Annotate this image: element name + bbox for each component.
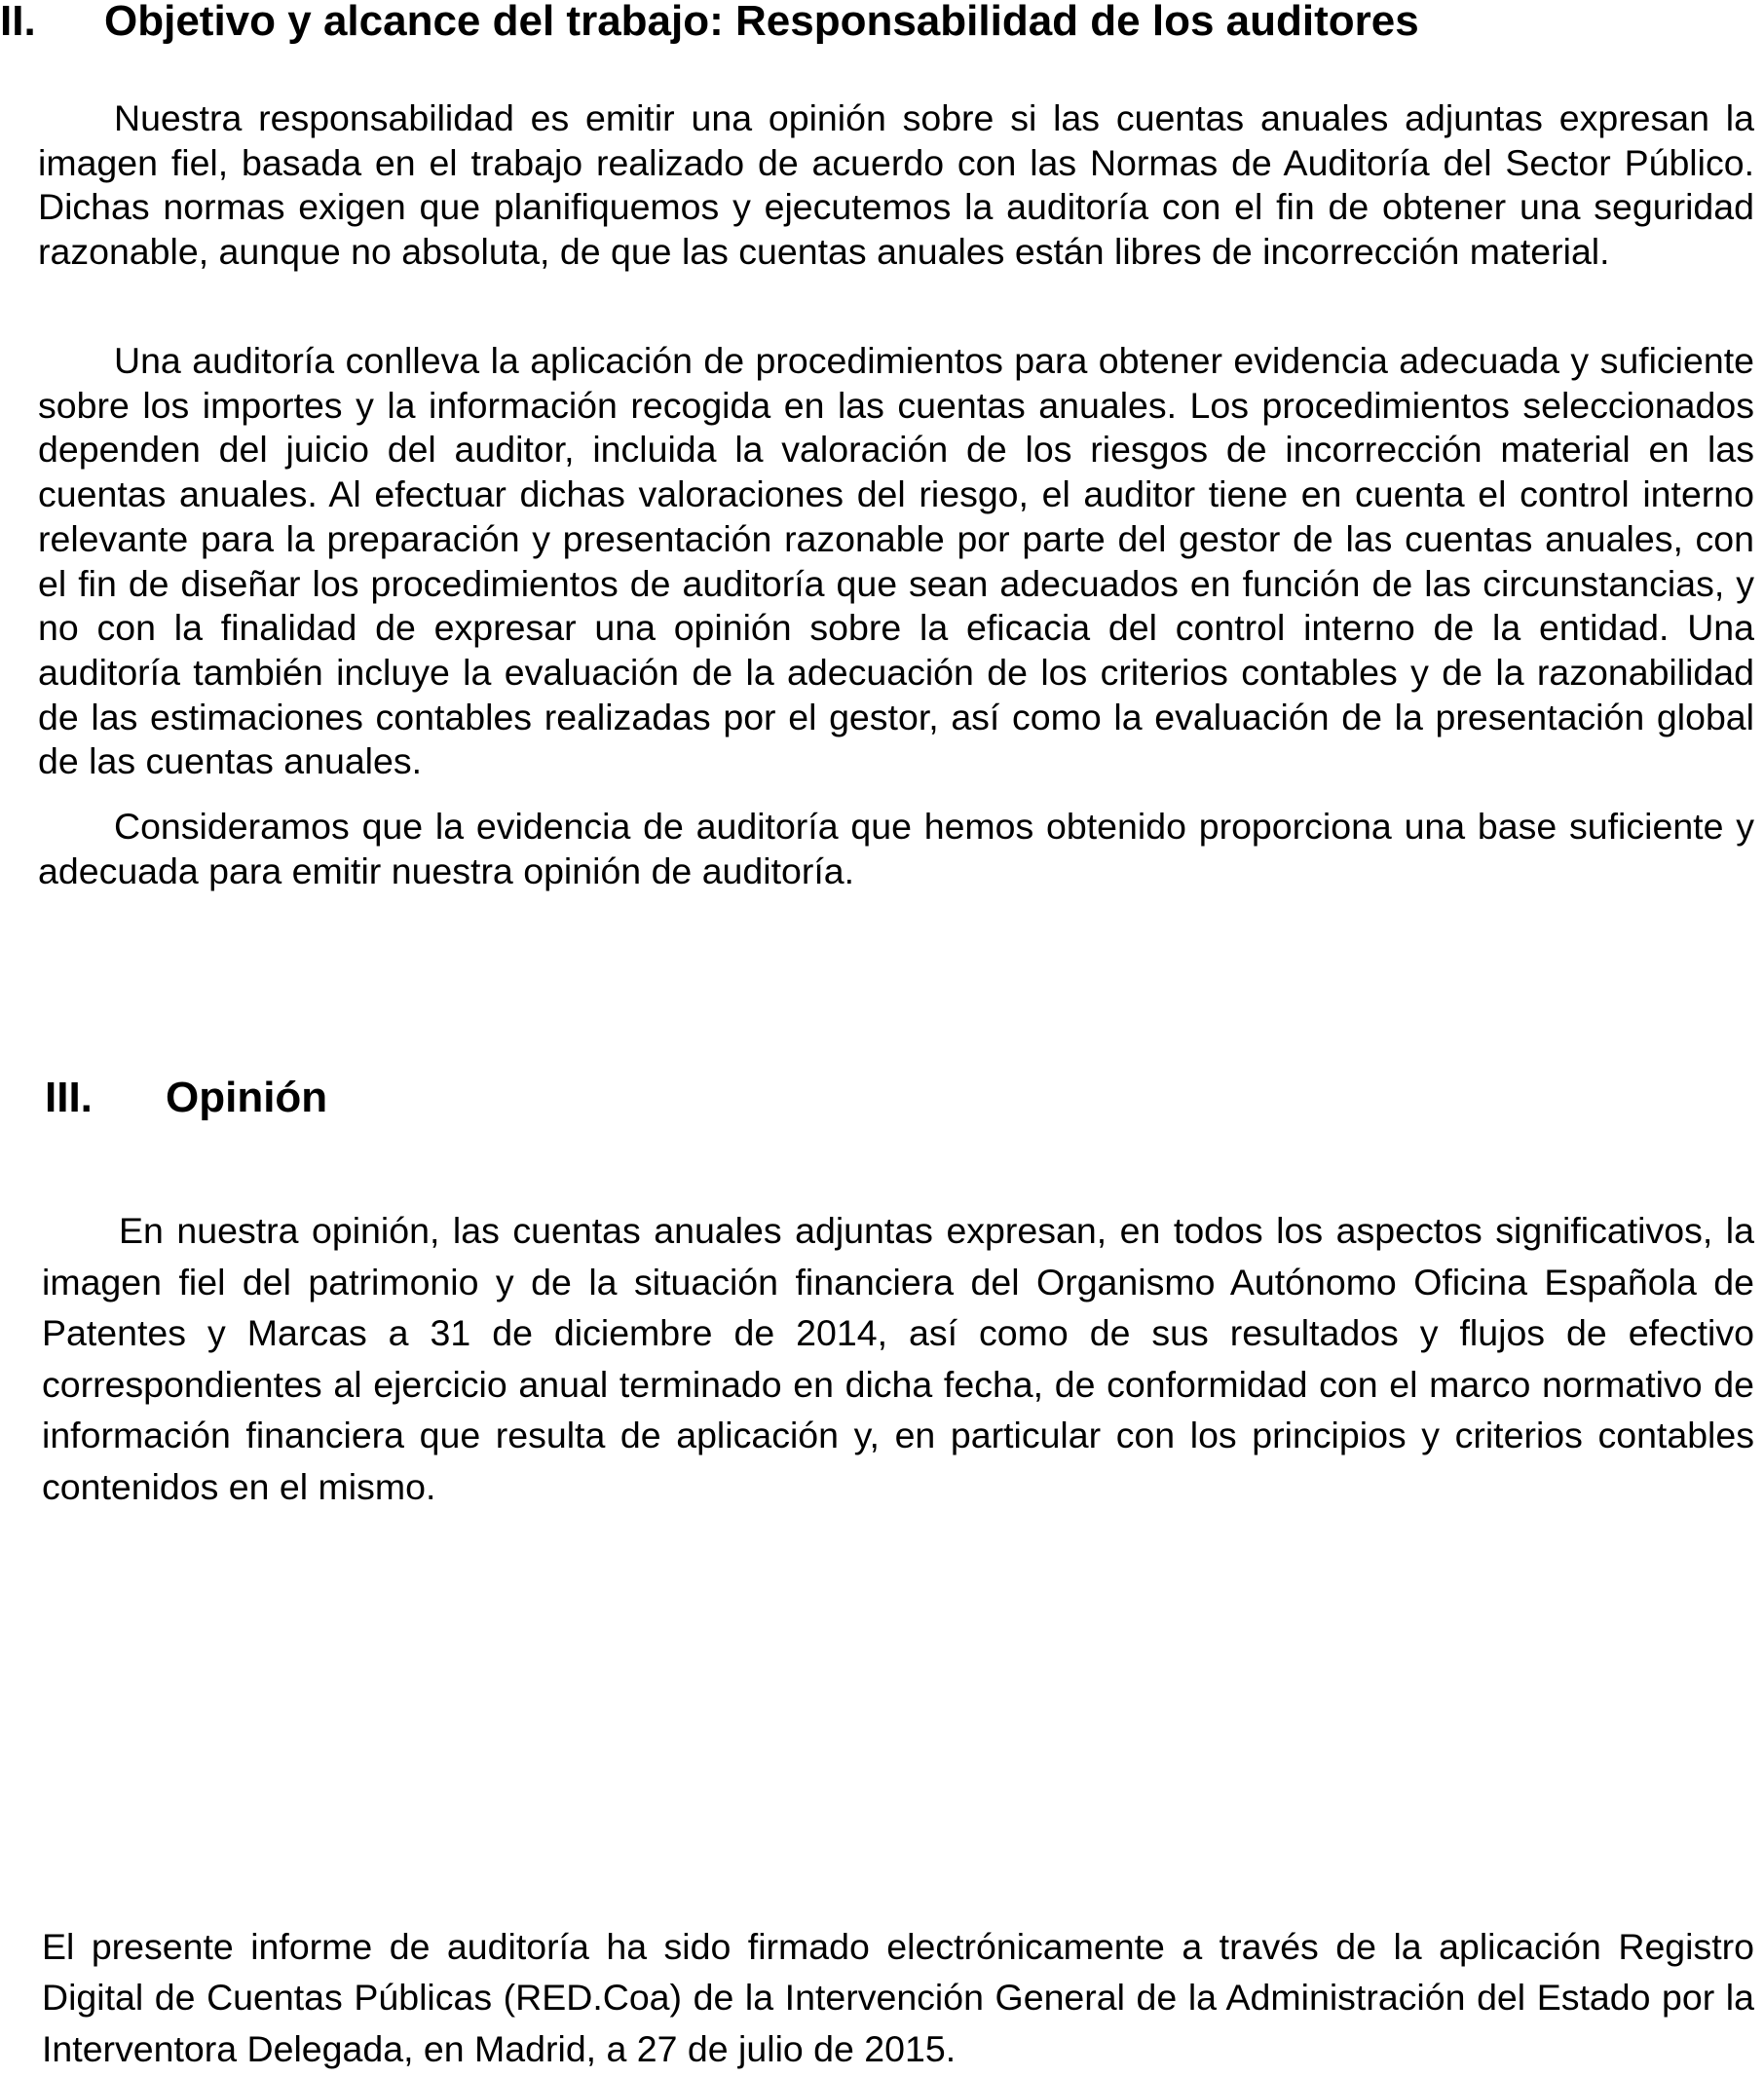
section-2-number: II. [0, 0, 36, 45]
section-3-heading [45, 1076, 629, 1121]
opinion-paragraph: En nuestra opinión, las cuentas anuales adjuntas expresan, en todos los aspectos significativos, la imagen fiel del patrimonio y de la situación financiera del Organismo Autónomo Oficina Española de Patentes y Marcas a 31 de diciembre de 2014, así como de sus resultados y flujos de efectivo correspondientes al ejercicio anual terminado en dicha fecha, de conformidad con el marco normativo de información financiera que resulta de aplicación y, en particular con los principios y criterios contables contenidos en el mismo. [42, 1210, 1754, 1507]
section-2-paragraph-2: Una auditoría conlleva la aplicación de procedimientos para obtener evidencia adecuada y suficiente sobre los importes y la información recogida en las cuentas anuales. Los procedimientos seleccionados dependen del juicio del auditor, incluida la valoración de los riesgos de incorrección material en las cuentas anuales. Al efectuar dichas valoraciones del riesgo, el auditor tiene en cuenta el control interno relevante para la preparación y presentación razonable por parte del gestor de las cuentas anuales, con el fin de diseñar los procedimientos de auditoría que sean adecuados en función de las circunstancias, y no con la finalidad de expresar una opinión sobre la eficacia del control interno de la entidad. Una auditoría también incluye la evaluación de la adecuación de los criterios contables y de la razonabilidad de las estimaciones contables realizadas por el gestor, así como la evaluación de la presentación global de las cuentas anuales. [38, 340, 1754, 782]
section-2-title: Objetivo y alcance del trabajo: Responsabilidad de los auditores [104, 0, 1419, 45]
section-2-heading [0, 0, 1753, 45]
section-2-paragraph-3: Consideramos que la evidencia de auditoría que hemos obtenido proporciona una base suficiente y adecuada para emitir nuestra opinión de auditoría. [38, 806, 1754, 891]
signature-note: El presente informe de auditoría ha sido firmado electrónicamente a través de la aplicación Registro Digital de Cuentas Públicas (RED.Coa) de la Intervención General de la Administración del Estado por la Interventora Delegada, en Madrid, a 27 de julio de 2015. [42, 1926, 1754, 2069]
section-3-number: III. [45, 1074, 93, 1121]
section-3-title: Opinión [166, 1074, 328, 1121]
section-2-paragraph-1: Nuestra responsabilidad es emitir una opinión sobre si las cuentas anuales adjuntas expresan la imagen fiel, basada en el trabajo realizado de acuerdo con las Normas de Auditoría del Sector Público. Dichas normas exigen que planifiquemos y ejecutemos la auditoría con el fin de obtener una seguridad razonable, aunque no absoluta, de que las cuentas anuales están libres de incorrección material. [38, 97, 1754, 273]
